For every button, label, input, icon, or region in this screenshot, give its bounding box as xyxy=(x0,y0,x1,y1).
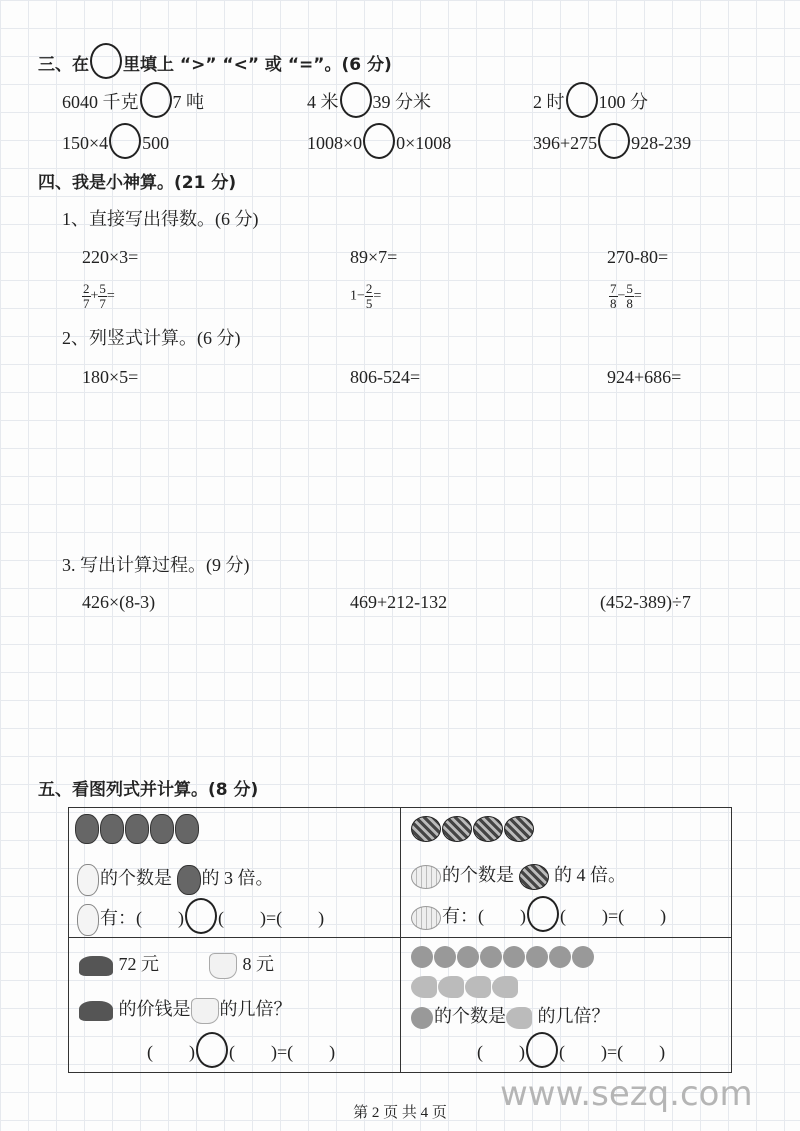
compare-item: 4 米 39 分米 xyxy=(307,90,431,118)
calc-item: 89×7= xyxy=(350,247,398,267)
calc-item: 180×5= xyxy=(82,367,139,387)
calc-item: 924+686= xyxy=(607,367,682,387)
calc-item: 806-524= xyxy=(350,367,421,387)
backpack-icons xyxy=(75,814,200,844)
answer-circle[interactable] xyxy=(363,123,395,159)
question-3: 3. 写出计算过程。(9 分) xyxy=(62,555,250,575)
lion-icons xyxy=(411,974,519,998)
shoes-icon xyxy=(79,956,113,976)
compare-item: 1008×0 0×1008 xyxy=(307,131,451,159)
circle-blank xyxy=(90,43,122,79)
calc-item: (452-389)÷7 xyxy=(600,592,691,612)
compare-item: 6040 千克 7 吨 xyxy=(62,90,204,118)
pumpkin-icon xyxy=(411,865,441,889)
calc-item: 220×3= xyxy=(82,247,139,267)
answer-circle[interactable] xyxy=(109,123,141,159)
section-5-title: 五、看图列式并计算。(8 分) xyxy=(38,780,259,800)
chick-icon xyxy=(411,1007,433,1029)
picture-problems-table: 的个数是 的 3 倍。 有：( ) ( )=( ) 的个数是 的 4 倍。 有：( ) ( )=( ) 72 元 8 元 的价钱是 的几倍？ ( ) ( )=( ) 的个数是 的几倍？ ( ) ( )=( ) xyxy=(68,807,732,1073)
lion-icon xyxy=(506,1007,532,1029)
chick-icons xyxy=(411,944,595,968)
sock-icon xyxy=(209,953,237,979)
section-3-title: 三、在 里填上 “>” “<” 或 “=”。(6 分) xyxy=(38,51,392,79)
calc-item: 469+212-132 xyxy=(350,592,448,612)
watermelon-icons xyxy=(411,816,535,842)
white-backpack-icon xyxy=(77,904,99,936)
question-1: 1、直接写出得数。(6 分) xyxy=(62,209,259,229)
answer-circle[interactable] xyxy=(526,1032,558,1068)
sock-icon xyxy=(191,998,219,1024)
answer-circle[interactable] xyxy=(598,123,630,159)
answer-circle[interactable] xyxy=(196,1032,228,1068)
compare-item: 150×4 500 xyxy=(62,131,169,159)
watermark: www.sezq.com xyxy=(500,1074,753,1114)
calc-item: 270-80= xyxy=(607,247,669,267)
answer-circle[interactable] xyxy=(185,898,217,934)
page-footer-text: 第 2 页 共 4 页 xyxy=(353,1105,447,1121)
backpack-icon xyxy=(177,865,201,895)
shoes-icon xyxy=(79,1001,113,1021)
compare-item: 396+275 928-239 xyxy=(533,131,691,159)
section-4-title: 四、我是小神算。(21 分) xyxy=(38,173,237,193)
white-backpack-icon xyxy=(77,864,99,896)
fraction-item: $\frac{2}{7}$ + $\frac{5}{7}$ = xyxy=(83,281,115,311)
calc-item: 426×(8-3) xyxy=(82,592,156,612)
watermelon-icon xyxy=(519,864,549,890)
answer-circle[interactable] xyxy=(566,82,598,118)
fraction-item: $\frac{7}{8}$ − $\frac{5}{8}$ = xyxy=(610,281,642,311)
pumpkin-icon xyxy=(411,906,441,930)
fraction-item: 1− $\frac{2}{5}$ = xyxy=(350,281,382,311)
compare-item: 2 时 100 分 xyxy=(533,90,648,118)
question-2: 2、列竖式计算。(6 分) xyxy=(62,328,241,348)
answer-circle[interactable] xyxy=(340,82,372,118)
answer-circle[interactable] xyxy=(527,896,559,932)
answer-circle[interactable] xyxy=(140,82,172,118)
